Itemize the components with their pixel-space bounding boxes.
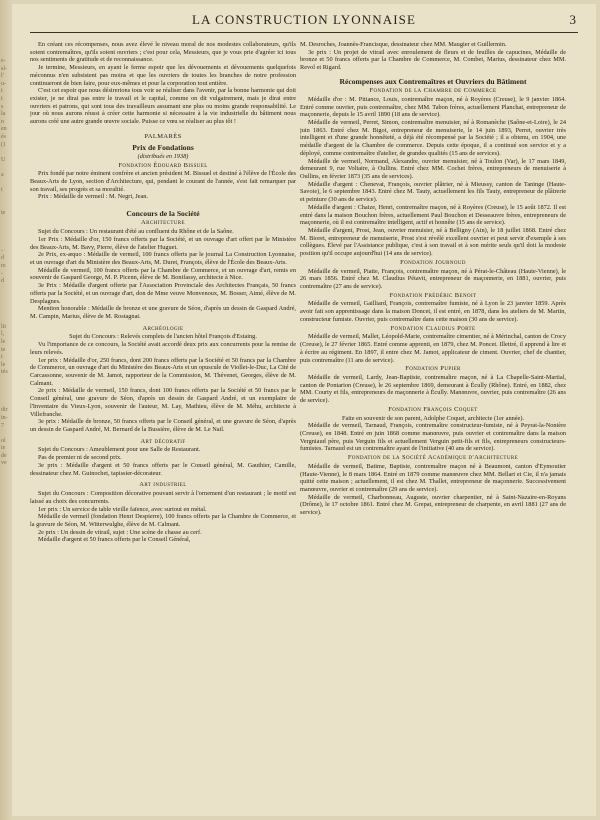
journoud-text: Médaille de vermeil, Piatte, François, contremaître maçon, né à Pérat-le-Château (Haute-Vienne), le 26 mars 1856. Entré chez M. Claudius Pétavit, entrepreneur de maçonnerie, en 1881, ouvrier, puis contremaître (27 ans de service). [300,267,566,291]
intro-paragraph: C'est cet espoir que nous désirerions tous voir se réaliser dans l'avenir, par la bonne harmonie qui doit exister, je ne dirai pas entre le travail et le capital, comme on dit vulgairement, mais je dirai entre ouvriers et patrons, qui sont tous des travailleurs assumant une plus ou moins grande responsabilité. Le jour où nous aurons réussi à créer cette harmonie si nécessaire à la vie industrielle du bâtiment nous aurons créé une autre grande œuvre sociale. Puisse ce vœu se réaliser au plus tôt ! [30,87,296,126]
architecture-heading: Architecture [141,219,185,227]
architecture-prize: Mention honorable : Médaille de bronze et une gravure de Séon, d'après un dessin de Gaspard André, M. Campin, Marius, élève de M. Rostagnat. [30,305,296,320]
award-paragraph: Médaille d'argent : Chaize, Henri, contremaître maçon, né à Royères (Creuse), le 15 août 1872. Il est entré dans la maison Bouchon frères, actuellement Paul Bouchon et Desseauvre frères, entrepreneurs de maçonnerie, où il est contremaître intelligent, actif et honnête (15 ans de service). [300,203,566,227]
architecture-prize: 1er Prix : Médaille d'or, 150 francs offerts par la Société, et un ouvrage d'art offert par le Ministère des Beaux-Arts, M. Bavy, Pierre, élève de l'atelier Huguet. [30,235,296,251]
carryover-text: M. Desroches, Joannès-Francisque, dessinateur chez MM. Maugier et Guillermin. [300,41,507,48]
art-industriel-prize: 1er prix : Un service de table vieille faïence, avec surtout en métal. [38,505,207,513]
award-paragraph: Médaille de vermeil, Tarnaud, François, contremaître constructeur-fumiste, né à Peyrat-la-Nonière (Creuse), en 1848. Entré en juin 1868 comme manœuvre, puis ouvrier et contremaître dans la maison Vergniaud père, puis Verguin fils et actuellement Verguin petit-fils et fils, entrepreneurs constructeurs-fumistes. Tarnaud est un contremaître ayant de l'initiative (40 ans de service). [300,422,566,453]
academique-heading: Fondation de la Société Académique d'Architecture [347,454,519,462]
intro-paragraph: Je termine, Messieurs, en ayant le ferme espoir que les dévouements et dévouements quelquefois méconnus n'en subsistent pas moins et que les ouvriers de toutes les branches de notre profession continueront de bien faire, pour eux-mêmes et pour la corporation tout entière. [30,64,296,87]
carryover-prize: 3e prix : Un projet de vitrail avec enroulement de fleurs et de feuilles de capucines, Médaille de bronze et 50 francs offerts par la Chambre de Commerce, M. Combet, Marius, dessinateur chez MM. Revol et Rigard. [300,48,566,72]
benoit-text: Médaille de vermeil, Gailliard, François, contremaître fumiste, né à Lyon le 23 janvier 1859. Après avoir fait son apprentissage dans la maison Doncet, il est entré, en 1878, dans les ateliers de M. Martin, constructeur fumiste. Ouvrier, puis contremaître dans cette maison (30 ans de service). [300,300,566,323]
art-decoratif-subject: Sujet du Concours : Ameublement pour une Salle de Restaurant. [38,446,201,454]
art-decoratif-prize: 3e prix : Médaille d'argent et 50 francs offerts par le Conseil général, M. Gauthier, Camille, dessinateur chez M. Guinochet, tapissier-décorateur. [30,461,296,477]
running-title: LA CONSTRUCTION LYONNAISE [191,12,417,27]
porte-text: Médaille de vermeil, Mallet, Léopold-Marie, contremaître cimentier, né à Mérinchal, canton de Crocy (Creuse), le 27 février 1865. Entré comme apprenti, en 1879, chez M. Poncet. Illettré, il apprend à lire et à écrire au régiment. En 1897, il entre chez M. Jamot, applicateur de ciment. Ouvrier, chef de chantier, puis contremaître (11 ans de service). [300,333,566,364]
pupier-text: Médaille de vermeil, Lardy, Jean-Baptiste, contremaître maçon, né à La Chapelle-Saint-Martial, canton de Pontarion (Creuse), le 26 septembre 1869, demeurant à Écully (Rhône). Entré, en 1882, chez MM. Courty et fils, entrepreneurs de maçonnerie à Écully. Manœuvre, ouvrier, puis contremaître (26 ans de service). [300,373,566,405]
porte-heading: Fondation Claudius Porte [390,324,476,332]
award-paragraph: Médaille d'argent, Prost, Jean, ouvrier menuisier, né à Belligny (Ain), le 18 juillet 1868. Entré chez M. Bioret, entrepreneur de menuiserie, Prost s'est révélé excellent ouvrier et peut servir d'exemple à ses collègues. Élevé par l'Assistance publique, c'est à son travail et à son mérite seuls qu'il doit la modeste position qu'il occupe aujourd'hui (14 ans de service). [300,227,566,258]
coquet-text: Faite en souvenir de son parent, Adolphe Coquet, architecte (1er année). [341,414,525,422]
archeologie-prize: 2e prix : Médaille de vermeil, 150 francs, dont 100 francs offerts par la Société et 50 francs par le Conseil général, une gravure de Séon, d'après un dessin de Gaspard André, et un exemplaire de l'Inventaire du Vieux-Lyon, souvenir de l'auteur, M. Lay, Mathieu, élève de M. Méhu, architecte à Villefranche. [30,387,296,418]
award-paragraph: Médaille de vermeil, Normand, Alexandre, ouvrier menuisier, né à Toulon (Var), le 17 mars 1849, demeurant 9, rue Voltaire, à Oullins. Entré chez MM. Cochet frères, entrepreneurs de menuiserie à Oullins, en février 1873 (35 ans de services). [300,157,566,180]
page-header [30,10,578,33]
architecture-prize: 2e Prix, ex-æquo : Médaille de vermeil, 100 francs offerts par le journal La Construction Lyonnaise, et un ouvrage d'art du Ministère des Beaux-Arts, M. Duret, François, élève de l'École des Beaux-Arts. [30,251,296,266]
archeologie-heading: Archéologie [142,324,184,332]
archeologie-subject: Sujet du Concours : Relevés complets de l'ancien hôtel François d'Estaing. [69,333,257,341]
art-industriel-prize: Médaille de vermeil (fondation Henri Despierre), 100 francs offerts par la Chambre de Commerce, et la gravure de Séon, M. Witterwulghe, élève de M. Calmant. [30,513,296,528]
architecture-subject: Sujet du Concours : Un restaurant d'été au confluent du Rhône et de la Saône. [38,228,234,236]
adjacent-page-edge [0,0,12,820]
prix-fondations-heading: Prix de Fondations [132,142,194,152]
architecture-prize: 3e Prix : Médaille d'argent offerte par l'Association Provinciale des Architectes Français, 50 francs offerts par la Société, et un ouvrage d'art, don de Mme veuve Monvenoux, M. Bosser, Aimé, élève de M. Desplagnes. [30,282,296,305]
adjacent-page-text: e- sl- l' u- t t s la n en és (1 U a t te - d re - d lit l, le te t le tés dir in- 7 ol ie de ve [1,58,8,467]
intro-paragraph: En créant ces récompenses, nous avez élevé le niveau moral de nos modestes collaborateurs, qu'ils soient contremaîtres, qu'ils soient ouvriers ; c'est pour cela, Messieurs, que je vous prie d'agréer ici tous nos sentiments de gratitude et de reconnaissance. [30,41,296,64]
recompenses-heading: Récompenses aux Contremaîtres et Ouvriers du Bâtiment [339,76,527,86]
concours-heading: Concours de la Société [126,209,200,219]
distribution-note: (distribués en 1938) [137,152,189,160]
left-column [30,41,296,811]
benoit-heading: Fondation Frédéric Benoit [389,291,477,299]
art-industriel-heading: Art industriel [139,481,187,489]
fondation-bissuel-text: Prix fondé par notre éminent confrère et ancien président M. Bissuel et destiné à l'élève de l'École des Beaux-Arts de Lyon, section d'Architecture, qui, pendant le courant de l'année, s'est fait remarquer par son travail, ses progrès et sa moralité. [30,170,296,193]
archeologie-prize: 3e prix : Médaille de bronze, 50 francs offerts par le Conseil général, et une gravure de Séon, d'après un dessin de Gaspard André, M. Bernard de la Bussière, élève de M. Le Nail. [30,418,296,434]
award-paragraph: Médaille de vermeil, Batime, Baptiste, contremaître maçon né à Beaumont, canton d'Eymoutier (Haute-Vienne), le 8 mars 1864. Entré en 1879 comme manœuvre chez MM. Bellart et Cie, il n'a jamais quitté cette maison ; actuellement, il est chez M. Thallet, entrepreneur de maçonnerie. Successivement manœuvre, ouvrier et contremaître (29 ans de service). [300,462,566,494]
fondation-bissuel-heading: Fondation Édouard Bissuel [118,161,208,169]
right-column [300,41,566,811]
archeologie-prize: Vu l'importance de ce concours, la Société avait accordé deux prix aux concurrents pour la remise de leurs relevés. [30,341,296,356]
award-paragraph: Médaille de vermeil, Charbonneau, Auguste, ouvrier charpentier, né à Saint-Nazaire-en-Royans (Drôme), le 17 octobre 1861. Entré chez M. Grepat, entrepreneur de charpente, en avril 1881 (27 ans de service). [300,493,566,517]
art-industriel-subject: Sujet du Concours : Composition décorative pouvant servir à l'ornement d'un restaurant ; le motif est laissé au choix des concurrents. [30,490,296,505]
art-decoratif-prize: Pas de premier ni de second prix. [38,454,122,462]
pupier-heading: Fondation Pupier [405,365,461,373]
art-decoratif-heading: Art décoratif [140,437,186,445]
award-paragraph: Médaille de vermeil, Perret, Simon, contremaître menuisier, né à Romanèche (Saône-et-Loire), le 24 juin 1863. Entré chez M. Bigot, entrepreneur de menuiserie, le 14 juin 1893, Perret, ouvrier très intelligent et d'une grande honnêteté, a déjà été récompensé par la Société ; il a obtenu, en 1904, une médaille d'argent de la Chambre de commerce. Depuis cette époque, il a continué son service et y a déployé, comme contremaître d'atelier, de grandes qualités (15 ans de services). [300,118,566,157]
coquet-heading: Fondation François Coquet [388,405,478,413]
art-industriel-prize: Médaille d'argent et 50 francs offerts par le Conseil Général, [38,536,191,544]
architecture-prize: Médaille de vermeil, 100 francs offerts par la Chambre de Commerce, et un ouvrage d'art, remis en souvenir de Gaspard George, M. P. Picenn, élève de M. Bonifassy, architecte à Nice. [30,266,296,282]
art-industriel-prize: 2e prix : Un dessin de vitrail, sujet : Une scène de chasse au cerf. [38,528,202,536]
archeologie-prize: 1er prix : Médaille d'or, 250 francs, dont 200 francs offerts par la Société et 50 francs par la Chambre de Commerce, un ouvrage d'art du Ministère des Beaux-Arts et un opuscule de Viollet-le-Duc, La Cité de Carcassonne, souvenir de M. Jamot, rapporteur de la Commission, M. Thévenet, Georges, élève de M. Calmant. [30,356,296,387]
journoud-heading: Fondation Journoud [400,258,466,266]
chambre-commerce-heading: Fondation de la Chambre de Commerce [369,87,497,95]
palmares-heading: PALMARÈS [144,132,182,140]
fondation-bissuel-prize: Prix : Médaille de vermeil : M. Negri, Jean. [38,193,148,201]
award-paragraph: Médaille d'or : M. Pitiance, Louis, contremaître maçon, né à Royères (Creuse), le 9 janvier 1864. Entré comme ouvrier, puis contremaître, chez MM. Tabon frères, actuellement Planchat, entrepreneur de maçonnerie, depuis le 15 avril 1890 (18 ans de service). [300,95,566,119]
award-paragraph: Médaille d'argent : Chenevat, François, ouvrier plâtrier, né à Mieussy, canton de Taninge (Haute-Savoie), le 6 septembre 1843. Entré chez M. Tauty, actuellement les fils Tauty, entrepreneur de plâtrerie et peinture (30 ans de service). [300,180,566,204]
page-number: 3 [569,12,576,27]
